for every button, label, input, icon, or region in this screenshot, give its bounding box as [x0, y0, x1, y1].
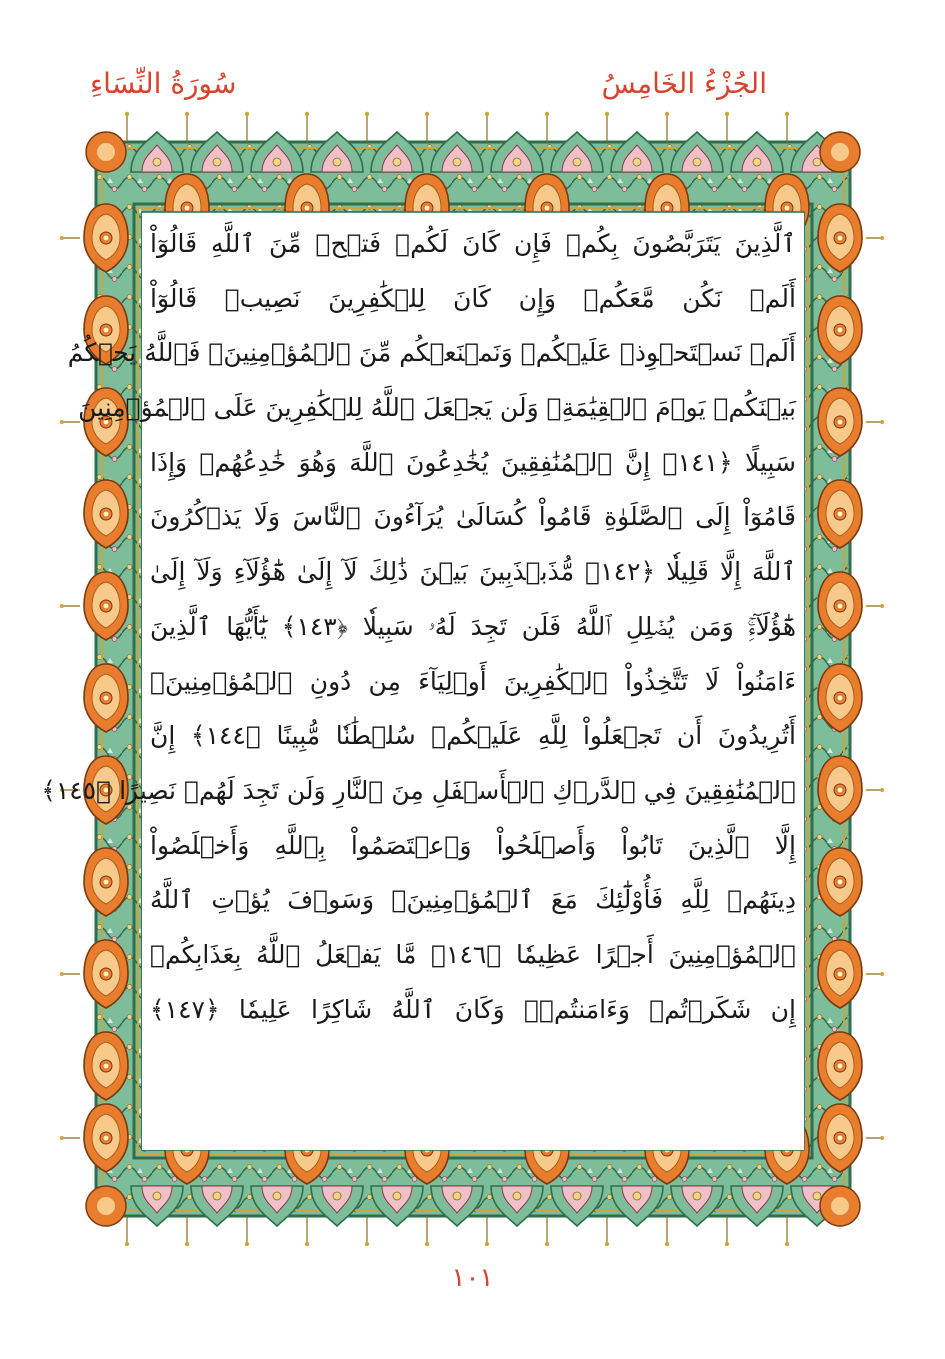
text-line: هَٰٓؤُلَآءِۚ وَمَن يُضۡلِلِ ٱللَّهُ فَلَن تَجِدَ لَهُۥ سَبِيلٗا ﴿١٤٣﴾ يَٰٓأَيُّهَا ٱلَّذِينَ — [150, 611, 797, 641]
text-line: أَلَمۡ نَكُن مَّعَكُمۡ وَإِن كَانَ لِلۡكَٰفِرِينَ نَصِيبٞ قَالُوٓاْ — [150, 283, 796, 313]
text-line: ٱلَّذِينَ يَتَرَبَّصُونَ بِكُمۡ فَإِن كَانَ لَكُمۡ فَتۡحٞ مِّنَ ٱللَّهِ قَالُوٓاْ — [150, 229, 796, 258]
surah-name-header: سُورَةُ النِّسَاءِ — [90, 67, 237, 100]
text-line: إِن شَكَرۡتُمۡ وَءَامَنتُمۡۚ وَكَانَ ٱللَّهُ شَاكِرًا عَلِيمٗا ﴿١٤٧﴾ — [150, 994, 796, 1024]
text-line: ٱلۡمُنَٰفِقِينَ فِي ٱلدَّرۡكِ ٱلۡأَسۡفَلِ مِنَ ٱلنَّارِ وَلَن تَجِدَ لَهُمۡ نَصِيرًا ﴿١٤٥﴾ — [41, 775, 796, 805]
text-line: ٱللَّهَ إِلَّا قَلِيلٗا ﴿١٤٢﴾ مُّذَبۡذَبِينَ بَيۡنَ ذَٰلِكَ لَآ إِلَىٰ هَٰٓؤُلَآءِ وَلَآ إِلَىٰ — [150, 557, 797, 587]
quran-text-body — [41, 213, 804, 1150]
text-line: بَيۡنَكُمۡ يَوۡمَ ٱلۡقِيَٰمَةِۗ وَلَن يَجۡعَلَ ٱللَّهُ لِلۡكَٰفِرِينَ عَلَى ٱلۡمُؤۡمِنِينَ — [78, 393, 796, 423]
text-line: ءَامَنُواْ لَا تَتَّخِذُواْ ٱلۡكَٰفِرِينَ أَوۡلِيَآءَ مِن دُونِ ٱلۡمُؤۡمِنِينَۚ — [150, 666, 796, 696]
text-line: دِينَهُمۡ لِلَّهِ فَأُوْلَٰٓئِكَ مَعَ ٱلۡمُؤۡمِنِينَۖ وَسَوۡفَ يُؤۡتِ ٱللَّهُ — [150, 885, 796, 915]
text-line: إِلَّا ٱلَّذِينَ تَابُواْ وَأَصۡلَحُواْ وَٱعۡتَصَمُواْ بِٱللَّهِ وَأَخۡلَصُواْ — [150, 830, 796, 860]
text-line: أَلَمۡ نَسۡتَحۡوِذۡ عَلَيۡكُمۡ وَنَمۡنَعۡكُم مِّنَ ٱلۡمُؤۡمِنِينَۚ فَٱللَّهُ يَحۡكُمُ — [67, 338, 796, 368]
text-line: سَبِيلًا ﴿١٤١﴾ إِنَّ ٱلۡمُنَٰفِقِينَ يُخَٰدِعُونَ ٱللَّهَ وَهُوَ خَٰدِعُهُمۡ وَإِذَا — [150, 447, 796, 477]
page-number: ١٠١ — [451, 1263, 494, 1293]
text-line: أَتُرِيدُونَ أَن تَجۡعَلُواْ لِلَّهِ عَلَيۡكُمۡ سُلۡطَٰنٗا مُّبِينًا ﴿١٤٤﴾ إِنَّ — [150, 721, 796, 751]
text-line: قَامُوٓاْ إِلَى ٱلصَّلَوٰةِ قَامُواْ كُسَالَىٰ يُرَآءُونَ ٱلنَّاسَ وَلَا يَذۡكُرُونَ — [150, 502, 796, 532]
juz-name-header: الجُزْءُ الخَامِسُ — [601, 67, 767, 100]
text-line: ٱلۡمُؤۡمِنِينَ أَجۡرًا عَظِيمٗا ﴿١٤٦﴾ مَّا يَفۡعَلُ ٱللَّهُ بِعَذَابِكُمۡ — [150, 939, 796, 969]
